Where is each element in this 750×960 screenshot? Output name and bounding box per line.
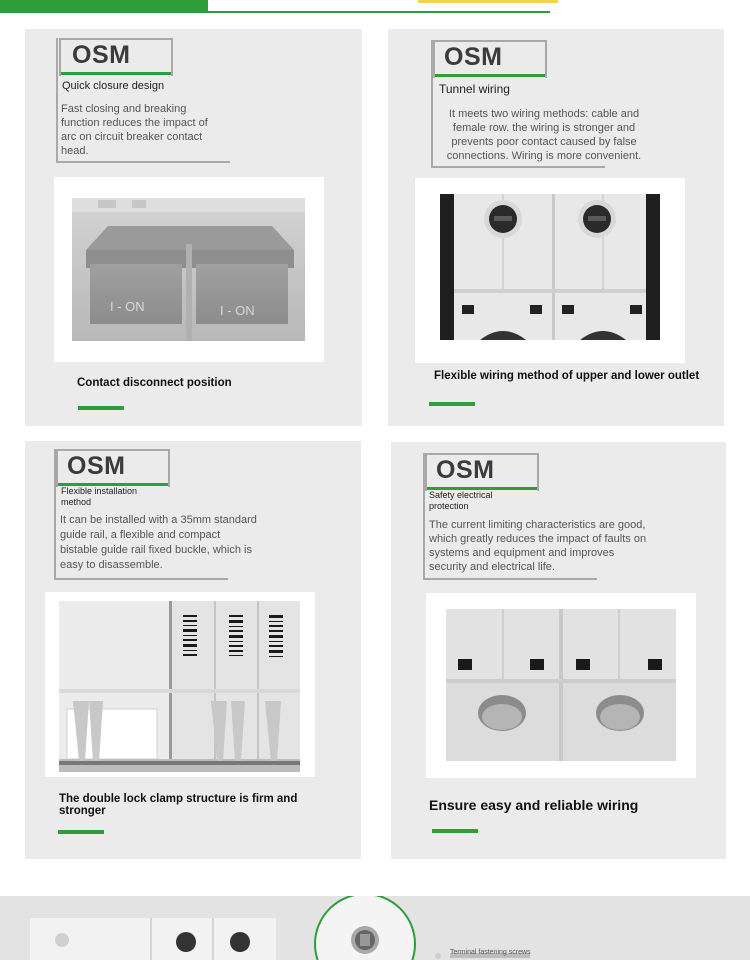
brand-logo: OSM — [67, 452, 126, 480]
desc-bracket-left — [56, 38, 58, 161]
brand-underline — [61, 72, 171, 75]
feature-caption: Contact disconnect position — [77, 377, 232, 389]
desc-bracket-bottom — [56, 161, 230, 163]
feature-caption: The double lock clamp structure is firm and stronger — [59, 793, 298, 817]
desc-bracket-bottom — [54, 578, 228, 580]
photo-label-left: I - ON — [110, 299, 145, 314]
feature-description: The current limiting characteristics are good, which greatly reduces the impact of faults on systems and equipment and improves security and electrical life. — [429, 519, 647, 573]
feature-card-flexible-installation — [25, 441, 361, 859]
brand-underline — [435, 74, 545, 77]
photo-frame — [54, 177, 324, 362]
photo-frame — [426, 593, 696, 778]
feature-caption: Flexible wiring method of upper and lower outlet — [434, 370, 700, 382]
caption-underline — [58, 830, 104, 834]
top-green-bar — [0, 0, 208, 13]
caption-underline — [429, 402, 475, 406]
feature-card-tunnel-wiring — [388, 29, 724, 426]
desc-bracket-left — [54, 449, 56, 579]
photo-label-right: I - ON — [220, 303, 255, 318]
caption-underline — [432, 829, 478, 833]
feature-card-quick-closure — [25, 29, 362, 426]
current-limiting-photo — [446, 609, 676, 761]
bottom-product-illustration — [0, 896, 750, 960]
breaker-closeup-photo — [72, 198, 305, 341]
top-green-line — [208, 11, 550, 13]
photo-frame — [45, 592, 315, 777]
brand-logo: OSM — [72, 41, 131, 69]
feature-card-safety-protection — [391, 442, 726, 859]
top-yellow-accent — [418, 0, 558, 3]
feature-subtitle: Flexible installation method — [61, 486, 138, 507]
feature-description: It meets two wiring methods: cable and female row. the wiring is stronger and prevents poor contact caused by false connections. Wiring is more convenient. — [446, 108, 642, 162]
brand-logo: OSM — [444, 43, 503, 71]
photo-frame — [415, 178, 685, 363]
feature-caption: Ensure easy and reliable wiring — [429, 797, 639, 813]
feature-subtitle: Tunnel wiring — [439, 82, 510, 96]
bottom-label: Terminal fastening screws — [450, 949, 531, 956]
feature-description: It can be installed with a 35mm standard guide rail, a flexible and compact bistable guide rail fixed buckle, which is easy to disassemble. — [60, 514, 257, 571]
desc-bracket-bottom — [423, 578, 597, 580]
top-decoration — [0, 0, 750, 14]
caption-underline — [78, 406, 124, 410]
desc-bracket-left — [423, 453, 425, 578]
feature-description: Fast closing and breaking function reduces the impact of arc on circuit breaker contact head. — [61, 103, 208, 157]
desc-bracket-left — [431, 40, 433, 167]
terminal-wiring-photo — [440, 194, 660, 340]
desc-bracket-bottom — [431, 166, 605, 168]
brand-logo: OSM — [436, 456, 495, 484]
rail-clamp-photo — [59, 601, 300, 772]
feature-subtitle: Quick closure design — [62, 80, 165, 92]
feature-subtitle: Safety electrical protection — [429, 490, 493, 511]
bottom-product-section — [0, 896, 750, 960]
